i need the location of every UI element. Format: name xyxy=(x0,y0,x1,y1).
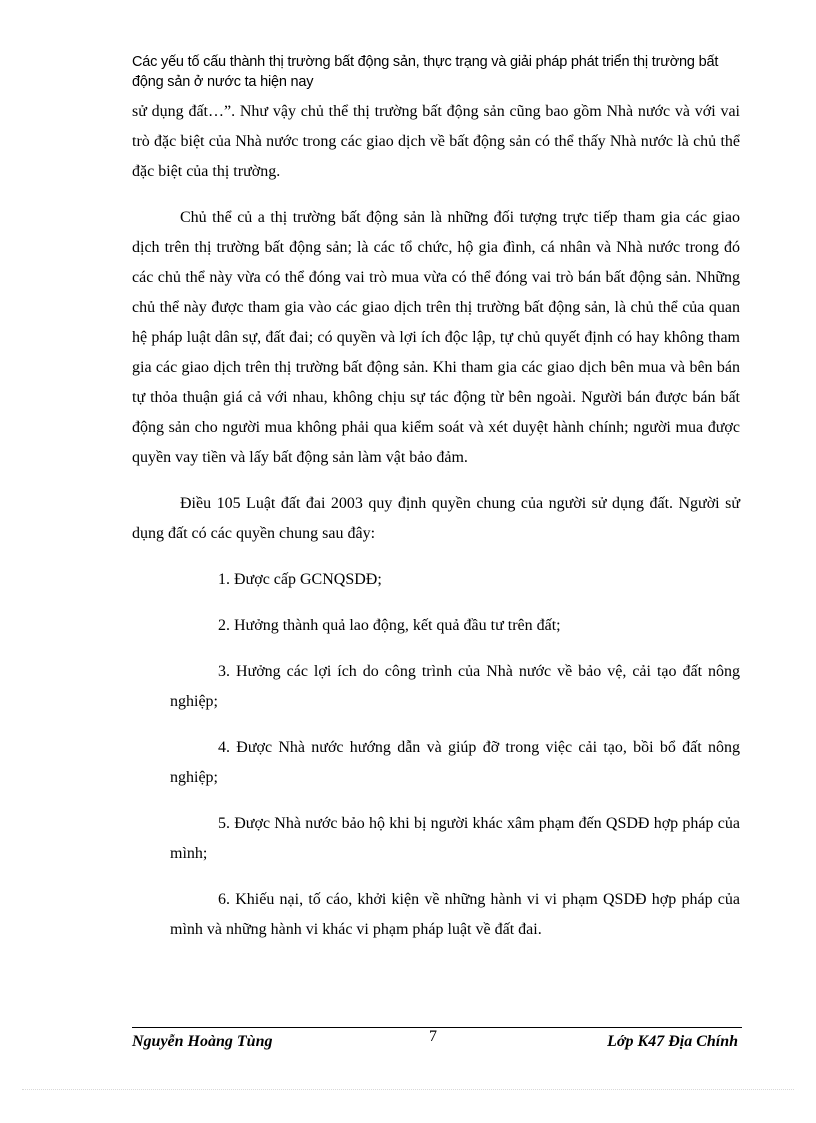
list-item: 2. Hưởng thành quả lao động, kết quả đầu tư trên đất; xyxy=(218,617,561,634)
paragraph-subjects: Chủ thể củ a thị trường bất động sản là những đối tượng trực tiếp tham gia các giao dịch trên thị trường bất động sản; là các tổ chức, hộ gia đình, cá nhân và Nhà nước trong đó các chủ thể này vừa có thể đóng vai trò mua vừa có thể đóng vai trò bán bất động sản. Những chủ thể này được tham gia vào các giao dịch trên thị trường bất động sản, là chủ thể của quan hệ pháp luật dân sự, đất đai; có quyền và lợi ích độc lập, tự chủ quyết định có hay không tham gia các giao dịch trên thị trường bất động sản. Khi tham gia các giao dịch bên mua và bên bán tự thỏa thuận giá cả với nhau, không chịu sự tác động từ bên ngoài. Người bán được bán bất động sản cho người mua không phải qua kiểm soát và xét duyệt hành chính; người mua được quyền vay tiền và lấy bất động sản làm vật bảo đảm. xyxy=(132,209,740,466)
header-title: Các yếu tố cấu thành thị trường bất động sản, thực trạng và giải pháp phát triển thị trường bất động sản ở nước ta hiện nay xyxy=(132,54,719,90)
page-bottom-edge xyxy=(22,1089,794,1090)
list-item: 1. Được cấp GCNQSDĐ; xyxy=(218,571,382,588)
footer-class: Lớp K47 Địa Chính xyxy=(607,1033,738,1050)
running-header xyxy=(132,52,732,92)
paragraph-continuation: sử dụng đất…”. Như vậy chủ thể thị trường bất động sản cũng bao gồm Nhà nước và với vai trò đặc biệt của Nhà nước trong các giao dịch về bất động sản có thể thấy Nhà nước là chủ thể đặc biệt của thị trường. xyxy=(132,103,740,180)
list-item: 6. Khiếu nại, tố cáo, khởi kiện về những hành vi vi phạm QSDĐ hợp pháp của mình và những hành vi khác vi phạm pháp luật về đất đai. xyxy=(170,891,740,938)
document-body xyxy=(132,97,740,945)
rights-list xyxy=(132,565,740,945)
list-item: 5. Được Nhà nước bảo hộ khi bị người khác xâm phạm đến QSDĐ hợp pháp của mình; xyxy=(170,815,740,862)
page-number: 7 xyxy=(429,1028,437,1045)
list-item: 4. Được Nhà nước hướng dẫn và giúp đỡ trong việc cải tạo, bồi bổ đất nông nghiệp; xyxy=(170,739,740,786)
paragraph-article-105: Điều 105 Luật đất đai 2003 quy định quyền chung của người sử dụng đất. Người sử dụng đất có các quyền chung sau đây: xyxy=(132,495,740,542)
list-item: 3. Hưởng các lợi ích do công trình của Nhà nước về bảo vệ, cải tạo đất nông nghiệp; xyxy=(170,663,740,710)
page-footer xyxy=(132,1027,742,1056)
footer-author: Nguyễn Hoàng Tùng xyxy=(132,1033,273,1050)
